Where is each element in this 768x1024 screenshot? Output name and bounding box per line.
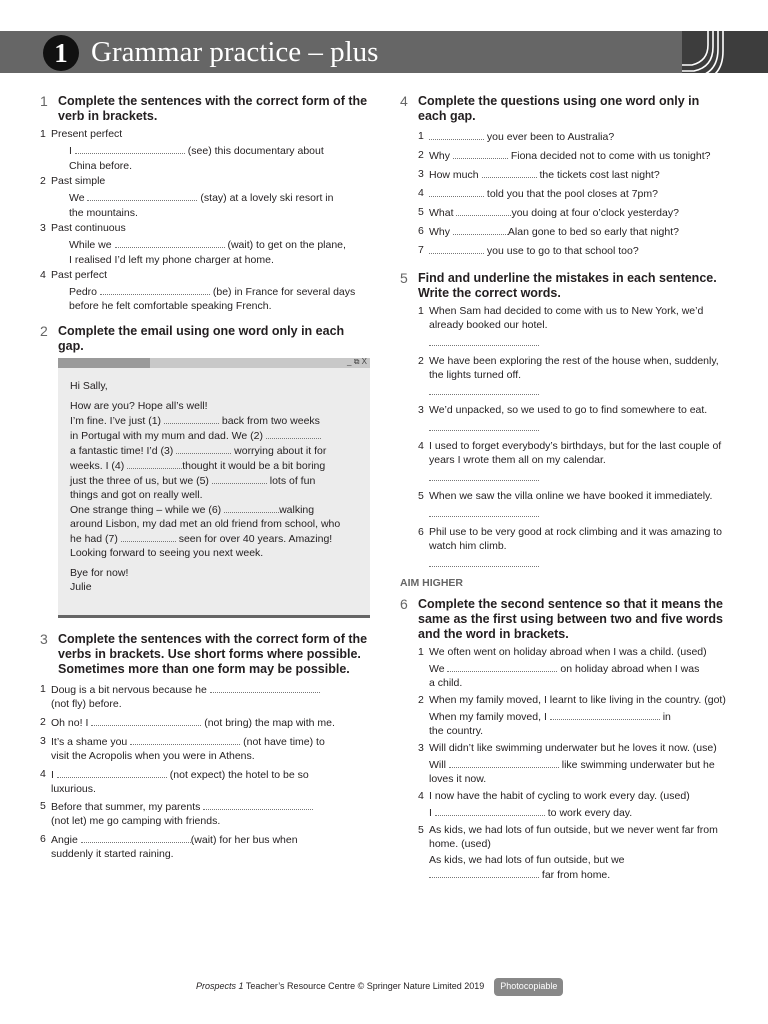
answer-gap[interactable]: [203, 800, 313, 810]
sentence-text: When Sam had decided to come with us to New York, we’d already booked our hotel.: [429, 304, 704, 331]
sentence-start: Will: [429, 758, 446, 771]
email-line: [70, 414, 358, 429]
photocopiable-badge: Photocopiable: [494, 978, 563, 996]
right-column: [400, 94, 730, 892]
exercise-6-heading: [400, 597, 730, 642]
email-line: [70, 444, 358, 459]
email-signoff: Bye for now!: [70, 566, 129, 579]
sentence-end: (not expect) the hotel to be so: [169, 768, 309, 781]
answer-line[interactable]: [429, 556, 539, 567]
email-line: things and got on really well.: [70, 489, 203, 502]
answer-gap[interactable]: [100, 285, 210, 295]
sentence-start: We: [429, 663, 445, 676]
answer-line[interactable]: [429, 335, 539, 346]
window-controls-icon: _ ⧉ X: [347, 357, 367, 367]
item-number: 4: [418, 440, 424, 453]
answer-gap[interactable]: [87, 191, 197, 201]
item-number: 2: [40, 715, 46, 728]
list-item: [418, 824, 730, 852]
sentence-end: the tickets cost last night?: [539, 168, 660, 181]
list-item: [40, 833, 370, 862]
answer-gap[interactable]: [429, 244, 484, 254]
email-text: weeks. I (4): [70, 460, 125, 473]
answer-gap[interactable]: [75, 144, 185, 154]
page-header: [0, 31, 768, 73]
sentence-end: told you that the pool closes at 7pm?: [486, 187, 658, 200]
list-item: [40, 716, 370, 731]
sentence-end: you use to go to that school too?: [486, 244, 639, 257]
tense-label: Past continuous: [51, 221, 126, 234]
sentence-end: Fiona decided not to come with us tonight?: [510, 149, 711, 162]
list-item: [418, 149, 730, 164]
sentence-end: you ever been to Australia?: [486, 131, 615, 143]
list-item: [40, 269, 370, 283]
answer-gap[interactable]: [121, 532, 176, 542]
sentence-continuation: the country.: [429, 724, 484, 737]
second-sentence: [429, 662, 730, 691]
exercise-number: 1: [40, 93, 48, 109]
sentence-end: (stay) at a lovely ski resort in: [200, 191, 334, 204]
copyright-text: Teacher’s Resource Centre © Springer Nature Limited 2019: [243, 981, 485, 991]
email-line: Looking forward to seeing you next week.: [70, 546, 264, 559]
email-window-bar: [58, 358, 370, 368]
item-number: 4: [40, 767, 46, 780]
email-text: seen for over 40 years. Amazing!: [178, 532, 333, 545]
sentence-text: We have been exploring the rest of the house when, suddenly, the lights turned off.: [429, 354, 719, 381]
list-item: [40, 800, 370, 829]
exercise-3-items: [40, 683, 370, 862]
sentence-start: I: [51, 768, 54, 781]
email-line: [70, 429, 358, 444]
sentence-start: As kids, we had lots of fun outside, but we: [429, 853, 625, 866]
sentence-continuation: China before.: [69, 159, 133, 172]
answer-gap[interactable]: [57, 768, 167, 778]
sentence-line: [51, 285, 370, 300]
second-sentence: [429, 806, 730, 821]
answer-gap[interactable]: [127, 459, 182, 469]
exercise-number: 2: [40, 323, 48, 340]
first-sentence: When my family moved, I learnt to like living in the country. (got): [429, 694, 726, 707]
email-text: lots of fun: [269, 475, 316, 488]
item-number: 4: [418, 186, 424, 199]
list-item: [418, 130, 730, 145]
second-sentence: [429, 710, 730, 739]
sentence-continuation: loves it now.: [429, 772, 487, 785]
exercise-instruction: Complete the questions using one word only in each gap.: [418, 94, 700, 123]
aim-higher-label: AIM HIGHER: [400, 577, 463, 590]
list-item: [418, 526, 730, 554]
sentence-continuation: a child.: [429, 677, 463, 690]
item-number: 5: [418, 490, 424, 503]
exercise-5-items: [418, 305, 730, 568]
answer-line[interactable]: [429, 470, 539, 481]
answer-line[interactable]: [429, 506, 539, 517]
sentence-end: (see) this documentary about: [187, 144, 324, 157]
answer-gap[interactable]: [429, 868, 539, 878]
item-number: 3: [418, 167, 424, 180]
answer-gap[interactable]: [81, 833, 191, 843]
exercise-1: [40, 94, 370, 314]
answer-gap[interactable]: [224, 503, 279, 513]
sentence-start: I: [429, 806, 432, 819]
answer-gap[interactable]: [164, 414, 219, 424]
answer-line[interactable]: [429, 384, 539, 395]
email-text: in Portugal with my mum and dad. We (2): [70, 430, 263, 443]
exercise-2-heading: [40, 324, 370, 354]
email-text: he had (7): [70, 532, 118, 545]
answer-gap[interactable]: [449, 758, 559, 768]
sentence-end: (wait) to get on the plane,: [227, 238, 346, 251]
sentence-line: [51, 238, 370, 253]
sentence-text: Phil use to be very good at rock climbing and it was amazing to watch him climb.: [429, 526, 722, 553]
sentence-end: (not bring) the map with me.: [204, 716, 335, 729]
item-number: 2: [418, 354, 424, 367]
item-number: 2: [418, 694, 424, 707]
email-text: worrying about it for: [234, 445, 327, 458]
email-window-bar-highlight: [58, 358, 150, 368]
book-title: Prospects 1: [196, 981, 244, 991]
list-item: [418, 742, 730, 756]
sentence-continuation: visit the Acropolis when you were in Athens.: [51, 749, 255, 762]
answer-gap[interactable]: [210, 683, 320, 693]
exercise-4-items: [418, 130, 730, 259]
answer-gap[interactable]: [453, 225, 508, 235]
answer-gap[interactable]: [176, 444, 231, 454]
exercise-instruction: Complete the sentences with the correct form of the verbs in brackets. Use short forms where possible. Sometimes more than one form may be possible.: [58, 631, 368, 676]
item-number: 3: [40, 734, 46, 747]
exercise-number: 4: [400, 93, 408, 109]
sentence-end: like swimming underwater but he: [561, 758, 715, 771]
sentence-line: [51, 144, 370, 159]
item-number: 6: [418, 526, 424, 539]
sentence-end: (be) in France for several days: [212, 285, 356, 298]
sentence-end: on holiday abroad when I was: [560, 663, 700, 676]
email-line: [70, 532, 358, 547]
exercise-2: [40, 324, 370, 617]
answer-gap[interactable]: [456, 206, 511, 216]
answer-line[interactable]: [429, 420, 539, 431]
sentence-continuation: suddenly it started raining.: [51, 848, 174, 861]
answer-gap[interactable]: [266, 429, 321, 439]
answer-gap[interactable]: [453, 149, 508, 159]
list-item: [40, 768, 370, 797]
exercise-5-heading: [400, 271, 730, 301]
item-number: 1: [40, 128, 46, 140]
sentence-start: Angie: [51, 834, 78, 847]
exercise-4-heading: [400, 94, 730, 124]
footer-credit: [196, 981, 484, 993]
second-sentence: [429, 854, 730, 883]
list-item: [418, 225, 730, 240]
exercise-6: [400, 597, 730, 882]
sentence-start: Why: [429, 225, 450, 238]
list-item: [418, 187, 730, 202]
sentence-start: Doug is a bit nervous because he: [51, 683, 207, 696]
sentence-continuation: (not let) me go camping with friends.: [51, 815, 221, 828]
tense-label: Present perfect: [51, 128, 123, 140]
list-item: [418, 694, 730, 708]
sentence-end: (wait) for her bus when: [190, 834, 298, 847]
sentence-text: We’d unpacked, so we used to go to find somewhere to eat.: [429, 404, 708, 417]
item-number: 3: [418, 741, 424, 754]
item-number: 3: [418, 404, 424, 417]
corner-curves-icon: [682, 31, 768, 73]
list-item: [418, 404, 730, 418]
page-title: Grammar practice – plus: [91, 36, 379, 68]
list-item: [40, 735, 370, 764]
exercise-3: [40, 632, 370, 862]
email-text: thought it would be a bit boring: [182, 460, 326, 473]
sentence-end: in: [662, 710, 671, 723]
sentence-continuation: before he felt comfortable speaking French.: [69, 300, 272, 313]
email-line: around Lisbon, my dad met an old friend from school, who: [70, 518, 341, 531]
sentence-start: Pedro: [69, 285, 98, 298]
email-text: One strange thing – while we (6): [70, 504, 222, 517]
email-text: walking: [279, 504, 315, 517]
answer-gap[interactable]: [482, 168, 537, 178]
sentence-end: Alan gone to bed so early that night?: [507, 225, 679, 238]
email-text: a fantastic time! I’d (3): [70, 445, 174, 458]
sentence-end: (not have time) to: [243, 735, 325, 748]
list-item: [418, 168, 730, 183]
list-item: [418, 440, 730, 468]
sentence-start: Oh no! I: [51, 716, 89, 729]
exercise-6-items: [418, 646, 730, 882]
sentence-start: While we: [69, 238, 112, 251]
list-item: [418, 646, 730, 660]
sentence-continuation: the mountains.: [69, 206, 138, 219]
sentence-line: [51, 191, 370, 206]
exercise-4: [400, 94, 730, 259]
sentence-continuation: I realised I’d left my phone charger at home.: [69, 253, 274, 266]
item-number: 1: [418, 130, 424, 142]
email-line: [70, 459, 358, 474]
list-item: [418, 305, 730, 333]
exercise-number: 5: [400, 269, 408, 286]
email-line: How are you? Hope all’s well!: [70, 400, 208, 413]
list-item: [418, 206, 730, 221]
sentence-start: Why: [429, 149, 450, 162]
sentence-start: When my family moved, I: [429, 710, 547, 723]
sentence-start: How much: [429, 168, 479, 181]
exercise-instruction: Find and underline the mistakes in each sentence. Write the correct words.: [418, 270, 717, 300]
sentence-end: far from home.: [541, 868, 611, 881]
answer-gap[interactable]: [550, 710, 660, 720]
item-number: 1: [418, 646, 424, 659]
sentence-text: I used to forget everybody’s birthdays, but for the last couple of years I wrote them all on my calendar.: [429, 440, 722, 467]
email-line: [70, 503, 358, 518]
first-sentence: We often went on holiday abroad when I was a child. (used): [429, 646, 707, 659]
sentence-continuation: luxurious.: [51, 782, 96, 795]
email-greeting: Hi Sally,: [70, 380, 108, 393]
item-number: 1: [40, 682, 46, 695]
exercise-number: 3: [40, 630, 48, 647]
exercise-1-items: [40, 128, 370, 314]
email-text: back from two weeks: [221, 415, 320, 428]
first-sentence: As kids, we had lots of fun outside, but we never went far from home. (used): [429, 823, 718, 850]
first-sentence: I now have the habit of cycling to work every day. (used): [429, 789, 690, 802]
list-item: [40, 683, 370, 712]
item-number: 6: [418, 224, 424, 237]
item-number: 5: [40, 800, 46, 813]
item-number: 7: [418, 243, 424, 256]
item-number: 5: [418, 205, 424, 218]
exercise-3-heading: [40, 632, 370, 677]
page-footer: [196, 978, 563, 996]
email-body: [58, 368, 370, 617]
exercise-number: 6: [400, 596, 408, 613]
item-number: 2: [40, 174, 46, 187]
corner-decoration: [682, 31, 768, 73]
sentence-text: When we saw the villa online we have booked it immediately.: [429, 490, 713, 503]
first-sentence: Will didn’t like swimming underwater but he loves it now. (use): [429, 741, 717, 754]
answer-gap[interactable]: [435, 806, 545, 816]
tense-label: Past simple: [51, 174, 106, 187]
email-signature: Julie: [70, 580, 92, 593]
sentence-start: I: [69, 144, 72, 157]
exercise-1-heading: [40, 94, 370, 124]
item-number: 5: [418, 823, 424, 836]
item-number: 1: [418, 304, 424, 317]
item-number: 3: [40, 221, 46, 234]
answer-gap[interactable]: [429, 187, 484, 197]
list-item: [418, 244, 730, 259]
email-text: just the three of us, but we (5): [70, 475, 209, 488]
email-text: I’m fine. I’ve just (1): [70, 415, 162, 428]
sentence-end: to work every day.: [547, 806, 633, 819]
exercise-instruction: Complete the second sentence so that it means the same as the first using between two and five words and the word in brackets.: [418, 597, 723, 642]
sentence-start: Before that summer, my parents: [51, 801, 201, 814]
sentence-start: It’s a shame you: [51, 735, 128, 748]
answer-gap[interactable]: [130, 735, 240, 745]
item-number: 4: [40, 268, 46, 281]
email-line: [70, 474, 358, 489]
answer-gap[interactable]: [212, 474, 267, 484]
exercise-instruction: Complete the sentences with the correct form of the verb in brackets.: [58, 94, 368, 123]
exercise-instruction: Complete the email using one word only in each gap.: [58, 324, 345, 354]
list-item: [40, 128, 370, 142]
answer-gap[interactable]: [91, 716, 201, 726]
item-number: 4: [418, 789, 424, 802]
left-column: [40, 94, 370, 872]
sentence-end: you doing at four o’clock yesterday?: [511, 206, 679, 219]
list-item: [418, 490, 730, 504]
answer-gap[interactable]: [115, 238, 225, 248]
unit-number-badge: 1: [43, 35, 79, 71]
answer-gap[interactable]: [447, 662, 557, 672]
sentence-start: What: [429, 206, 454, 219]
list-item: [418, 355, 730, 383]
answer-gap[interactable]: [429, 130, 484, 140]
second-sentence: [429, 758, 730, 787]
item-number: 2: [418, 148, 424, 161]
tense-label: Past perfect: [51, 268, 108, 281]
list-item: [40, 175, 370, 189]
list-item: [418, 790, 730, 804]
list-item: [40, 222, 370, 236]
exercise-5: [400, 271, 730, 568]
sentence-start: We: [69, 191, 85, 204]
sentence-continuation: (not fly) before.: [51, 697, 122, 710]
item-number: 6: [40, 833, 46, 846]
